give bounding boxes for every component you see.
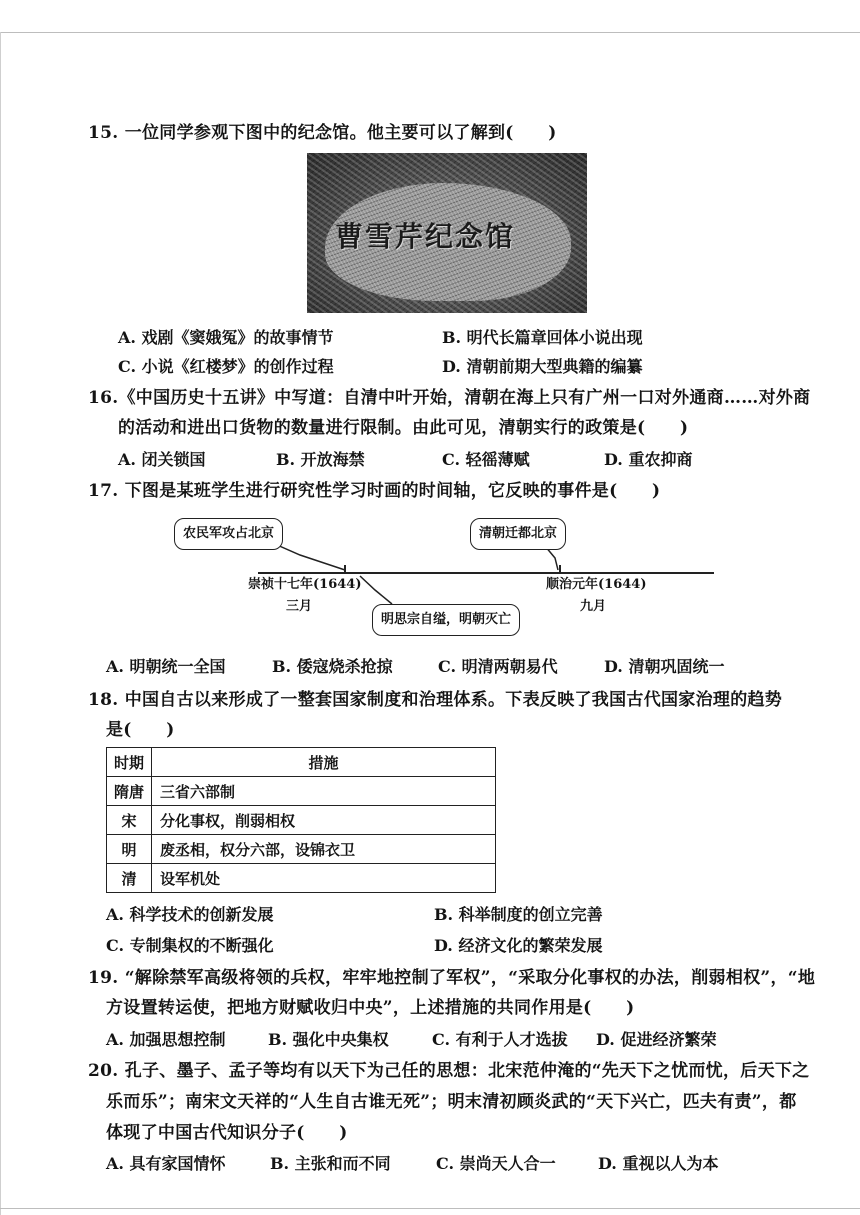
q20-stem-line2: 乐而乐”；南宋文天祥的“人生自古谁无死”；明末清初顾炎武的“天下兴亡，匹夫有责”，都	[106, 1092, 797, 1112]
table-header-row	[107, 748, 496, 777]
q19-option-b[interactable]: B. 强化中央集权	[268, 1030, 389, 1049]
timeline-date-left: 崇祯十七年(1644)	[248, 577, 362, 592]
q15-option-b[interactable]: B. 明代长篇章回体小说出现	[442, 328, 643, 347]
q19-stem-line2: 方设置转运使，把地方财赋收归中央”，上述措施的共同作用是( )	[106, 998, 635, 1018]
q20-option-a[interactable]: A. 具有家国情怀	[106, 1154, 226, 1173]
q17-option-a[interactable]: A. 明朝统一全国	[106, 657, 226, 676]
timeline-month-right: 九月	[580, 599, 607, 614]
q20-option-d[interactable]: D. 重视以人为本	[598, 1154, 719, 1173]
governance-table	[106, 747, 496, 893]
table-cell-measure: 分化事权，削弱相权	[152, 806, 496, 835]
timeline-event-qing-capital: 清朝迁都北京	[470, 518, 566, 550]
q19-option-c[interactable]: C. 有利于人才选拔	[432, 1030, 568, 1049]
table-cell-period: 清	[107, 864, 152, 893]
q18-option-c[interactable]: C. 专制集权的不断强化	[106, 936, 274, 955]
table-header-measures: 措施	[152, 748, 496, 777]
table-row	[107, 777, 496, 806]
q19-option-d[interactable]: D. 促进经济繁荣	[596, 1030, 717, 1049]
table-cell-period: 隋唐	[107, 777, 152, 806]
table-row	[107, 864, 496, 893]
q16-option-d[interactable]: D. 重农抑商	[604, 450, 693, 469]
q18-option-a[interactable]: A. 科学技术的创新发展	[106, 905, 274, 924]
q16-option-a[interactable]: A. 闭关锁国	[118, 450, 206, 469]
q18-option-b[interactable]: B. 科举制度的创立完善	[434, 905, 603, 924]
q17-stem: 17. 下图是某班学生进行研究性学习时画的时间轴，它反映的事件是( )	[88, 481, 661, 501]
q17-option-b[interactable]: B. 倭寇烧杀抢掠	[272, 657, 393, 676]
q18-stem-line1: 18. 中国自古以来形成了一整套国家制度和治理体系。下表反映了我国古代国家治理的趋势	[88, 690, 783, 710]
q17-option-d[interactable]: D. 清朝巩固统一	[604, 657, 725, 676]
q15-option-d[interactable]: D. 清朝前期大型典籍的编纂	[442, 357, 643, 376]
q16-stem-line2: 的活动和进出口货物的数量进行限制。由此可见，清朝实行的政策是( )	[118, 418, 689, 438]
table-row	[107, 806, 496, 835]
q15-stem: 15. 一位同学参观下图中的纪念馆。他主要可以了解到( )	[88, 123, 557, 143]
q16-option-c[interactable]: C. 轻徭薄赋	[442, 450, 530, 469]
q20-stem-line1: 20. 孔子、墨子、孟子等均有以天下为己任的思想：北宋范仲淹的“先天下之忧而忧，后天下之	[88, 1061, 810, 1081]
timeline-event-peasant-army: 农民军攻占北京	[174, 518, 283, 550]
q15-option-a[interactable]: A. 戏剧《窦娥冤》的故事情节	[118, 328, 334, 347]
memorial-inscription: 曹雪芹纪念馆	[335, 220, 516, 253]
table-cell-measure: 设军机处	[152, 864, 496, 893]
q20-stem-line3: 体现了中国古代知识分子( )	[106, 1123, 348, 1143]
q16-option-b[interactable]: B. 开放海禁	[276, 450, 365, 469]
table-cell-period: 明	[107, 835, 152, 864]
q20-option-c[interactable]: C. 崇尚天人合一	[436, 1154, 556, 1173]
table-cell-period: 宋	[107, 806, 152, 835]
table-row	[107, 835, 496, 864]
timeline-axis	[258, 572, 714, 574]
q19-option-a[interactable]: A. 加强思想控制	[106, 1030, 226, 1049]
q18-stem-line2: 是( )	[106, 720, 175, 740]
q17-option-c[interactable]: C. 明清两朝易代	[438, 657, 558, 676]
table-cell-measure: 废丞相，权分六部，设锦衣卫	[152, 835, 496, 864]
q18-option-d[interactable]: D. 经济文化的繁荣发展	[434, 936, 603, 955]
table-header-period: 时期	[107, 748, 152, 777]
timeline-date-right: 顺治元年(1644)	[546, 577, 647, 592]
timeline-month-left: 三月	[286, 599, 313, 614]
q20-option-b[interactable]: B. 主张和而不同	[270, 1154, 391, 1173]
q16-stem-line1: 16.《中国历史十五讲》中写道：自清中叶开始，清朝在海上只有广州一口对外通商……对外商	[88, 388, 811, 408]
timeline-event-ming-fall: 明思宗自缢，明朝灭亡	[372, 604, 520, 636]
q19-stem-line1: 19. “解除禁军高级将领的兵权，牢牢地控制了军权”，“采取分化事权的办法，削弱相权”，“地	[88, 968, 816, 988]
table-cell-measure: 三省六部制	[152, 777, 496, 806]
q15-option-c[interactable]: C. 小说《红楼梦》的创作过程	[118, 357, 334, 376]
